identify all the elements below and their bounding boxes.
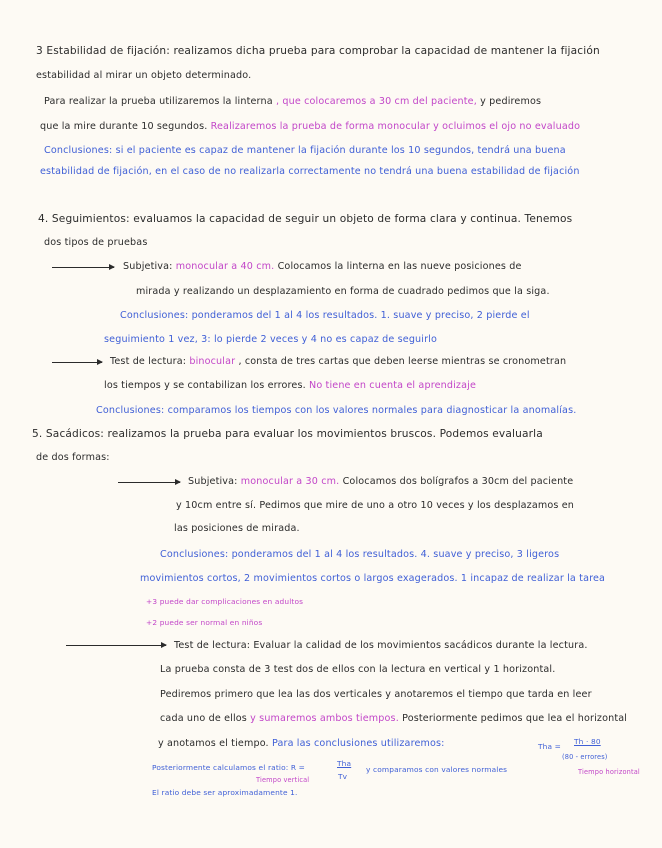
text-fragment: monocular a 30 cm. [240, 476, 340, 487]
arrow-icon [118, 482, 180, 483]
ratio-numerator: Tha [337, 759, 352, 768]
section-5-note-plus2: +2 puede ser normal en niños [146, 618, 263, 627]
section-5-line-1: 5. Sacádicos: realizamos la prueba para evaluar los movimientos bruscos. Podemos evaluarla [32, 428, 543, 440]
ratio-final: El ratio debe ser aproximadamente 1. [152, 788, 298, 797]
section-5-subjective [188, 476, 573, 488]
section-5-reading-test-2: La prueba consta de 3 test dos de ellos con la lectura en vertical y 1 horizontal. [160, 664, 556, 675]
section-4-reading-test [110, 356, 566, 368]
text-fragment: y sumaremos ambos tiempos. [250, 713, 399, 724]
section-5-reading-test-4 [160, 713, 627, 725]
section-4-line-2: dos tipos de pruebas [44, 237, 148, 248]
ratio-text: Posteriormente calculamos el ratio: R = [152, 763, 306, 772]
text-fragment: Colocamos la linterna en las nueve posiciones de [277, 261, 522, 272]
section-3-line-3 [44, 96, 541, 108]
section-4-conclusions-1: Conclusiones: ponderamos del 1 al 4 los resultados. 1. suave y preciso, 2 pierde el [120, 310, 530, 321]
tiempo-vertical-note: Tiempo vertical [256, 776, 310, 784]
text-fragment: y pediremos [480, 96, 542, 107]
section-5-line-2: de dos formas: [36, 452, 110, 463]
text-fragment: y anotamos el tiempo. [158, 738, 269, 749]
text-fragment: , que colocaremos a 30 cm del paciente, [275, 96, 477, 107]
formula-tha-label: Tha = [538, 742, 562, 751]
text-fragment: monocular a 40 cm. [175, 261, 275, 272]
section-3-line-2: estabilidad al mirar un objeto determinado. [36, 70, 252, 81]
section-4-conclusions-2: seguimiento 1 vez, 3: lo pierde 2 veces y 4 no es capaz de seguirlo [104, 334, 438, 345]
section-3-line-1: 3 Estabilidad de fijación: realizamos dicha prueba para comprobar la capacidad de mantener la fijación [36, 45, 600, 57]
section-5-conclusions-1: Conclusiones: ponderamos del 1 al 4 los resultados. 4. suave y preciso, 3 ligeros [160, 549, 560, 560]
formula-tha-numerator: Th · 80 [574, 737, 601, 746]
text-fragment: Realizaremos la prueba de forma monocular y ocluimos el ojo no evaluado [210, 121, 581, 132]
ratio-denominator: Tv [338, 772, 348, 781]
section-4-subjective-2: mirada y realizando un desplazamiento en forma de cuadrado pedimos que la siga. [136, 286, 550, 297]
section-5-note-plus3: +3 puede dar complicaciones en adultos [146, 597, 304, 606]
text-fragment: Test de lectura: [110, 356, 187, 367]
text-fragment: Para las conclusiones utilizaremos: [271, 738, 445, 749]
section-5-reading-test-3: Pediremos primero que lea las dos verticales y anotaremos el tiempo que tarda en leer [160, 689, 592, 700]
arrow-icon [52, 362, 102, 363]
text-fragment: Subjetiva: [188, 476, 238, 487]
section-3-conclusions-2: estabilidad de fijación, en el caso de no realizarla correctamente no tendrá una buena estabilidad de fijación [40, 166, 580, 177]
section-3-line-4 [40, 121, 580, 133]
tiempo-horizontal-note: Tiempo horizontal [578, 768, 640, 776]
section-5-subjective-2: y 10cm entre sí. Pedimos que mire de uno a otro 10 veces y los desplazamos en [176, 500, 575, 511]
text-fragment: binocular [189, 356, 236, 367]
section-5-subjective-3: las posiciones de mirada. [174, 523, 300, 534]
section-5-conclusions-2: movimientos cortos, 2 movimientos cortos o largos exagerados. 1 incapaz de realizar la tarea [140, 573, 606, 584]
text-fragment: Subjetiva: [123, 261, 173, 272]
arrow-icon [66, 645, 166, 646]
section-4-reading-test-2 [104, 380, 476, 392]
section-3-conclusions: Conclusiones: si el paciente es capaz de mantener la fijación durante los 10 segundos, tendrá una buena [44, 145, 566, 156]
text-fragment: , consta de tres cartas que deben leerse mientras se cronometran [238, 356, 567, 367]
section-4-reading-conclusions: Conclusiones: comparamos los tiempos con los valores normales para diagnosticar la anomalías. [96, 405, 577, 416]
ratio-compare: y comparamos con valores normales [366, 765, 508, 774]
section-4-subjective [123, 261, 522, 273]
text-fragment: Para realizar la prueba utilizaremos la linterna [44, 96, 273, 107]
section-4-line-1: 4. Seguimientos: evaluamos la capacidad de seguir un objeto de forma clara y continua. Tenemos [38, 213, 573, 225]
arrow-icon [52, 267, 114, 268]
text-fragment: cada uno de ellos [160, 713, 247, 724]
text-fragment: No tiene en cuenta el aprendizaje [309, 380, 477, 391]
formula-tha-denominator: (80 - errores) [562, 753, 608, 761]
section-5-reading-test-5 [158, 738, 445, 750]
text-fragment: los tiempos y se contabilizan los errores. [104, 380, 306, 391]
text-fragment: que la mire durante 10 segundos. [40, 121, 208, 132]
text-fragment: Colocamos dos bolígrafos a 30cm del paciente [342, 476, 574, 487]
text-fragment: Posteriormente pedimos que lea el horizontal [402, 713, 628, 724]
section-5-reading-test-1: Test de lectura: Evaluar la calidad de los movimientos sacádicos durante la lectura. [174, 640, 588, 651]
